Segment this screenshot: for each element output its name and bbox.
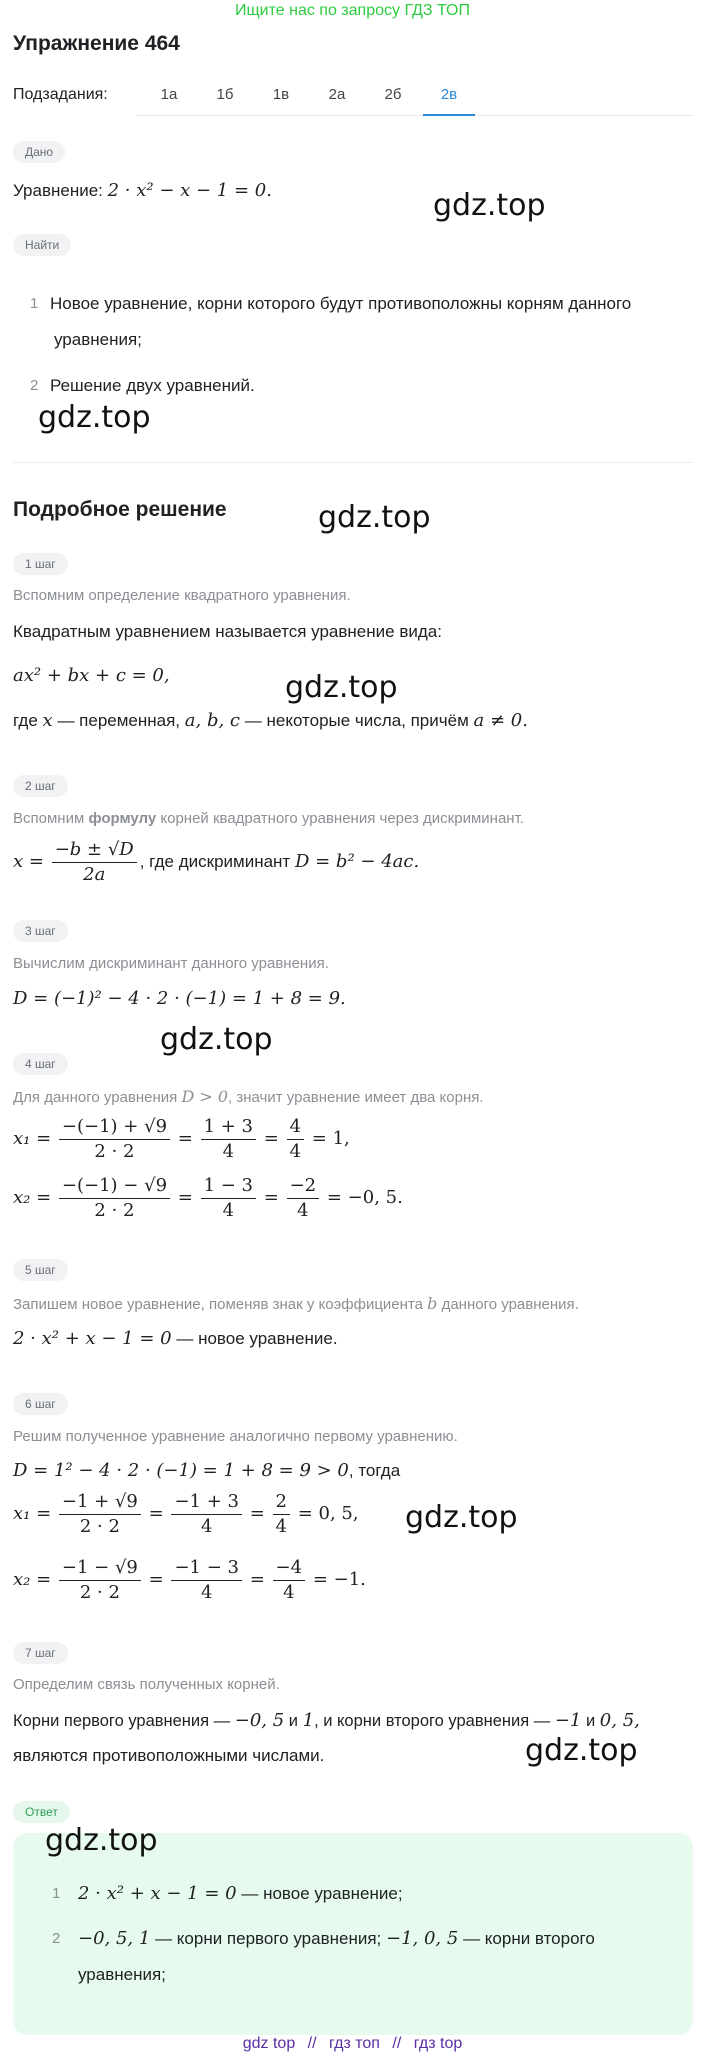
where-b: x [42, 710, 53, 731]
step-4-hint-a: Для данного уравнения [13, 1089, 178, 1106]
step-5-hint-math: b [427, 1294, 438, 1313]
frac-denominator: 4 [297, 1200, 309, 1221]
step-3-hint: Вычислим дискриминант данного уравнения. [13, 955, 329, 972]
watermark: gdz.top [160, 1022, 273, 1057]
x1-lhs: x₁ = [13, 1127, 52, 1149]
step-6-d-formula: D = 1² − 4 · 2 · (−1) = 1 + 8 = 9 > 0 [13, 1460, 349, 1481]
frac-denominator: 2 · 2 [79, 1582, 120, 1603]
step-5-hint [13, 1294, 579, 1313]
step-4-x2: x₂ = $\frac{-(-1) - √9}{2 \cdot 2}$ = $\frac{1 - 3}{4}$ = $\frac{-2}{4}$ = −0, 5. [13, 1175, 403, 1221]
footer-link-gdz-top[interactable]: gdz top [242, 2035, 296, 2052]
watermark: gdz.top [525, 1733, 638, 1768]
x2-tail: = −0, 5. [326, 1186, 403, 1208]
step-2-tail-a: , где дискриминант [139, 851, 291, 871]
text: и [288, 1712, 299, 1730]
fraction [59, 1115, 170, 1164]
step-2-hint [13, 810, 524, 827]
find-item-1-text: Новое уравнение, корни которого будут противоположны корням данного [50, 294, 632, 313]
list-number: 2 [52, 1930, 61, 1947]
math: 2 · x² + x − 1 = 0 [78, 1883, 237, 1904]
text: — новое уравнение; [241, 1884, 403, 1903]
footer-separator: // [307, 2035, 317, 2052]
frac-numerator: 1 − 3 [201, 1174, 256, 1199]
answer-chip: Ответ [13, 1801, 70, 1823]
fraction [287, 1115, 304, 1164]
watermark: gdz.top [433, 188, 546, 223]
tab-2b[interactable]: 2б [384, 86, 402, 103]
step-6-x1: x₁ = $\frac{-1 + √9}{2 \cdot 2}$ = $\frac{-1 + 3}{4}$ = $\frac{2}{4}$ = 0, 5, [13, 1491, 359, 1537]
step-7-chip: 7 шаг [13, 1642, 68, 1664]
watermark: gdz.top [45, 1823, 158, 1858]
step-2-hint-a: Вспомним [13, 810, 89, 827]
step-1-formula: ax² + bx + c = 0, [13, 665, 170, 686]
step-3-chip: 3 шаг [13, 920, 68, 942]
where-c: — переменная, [57, 711, 181, 730]
footer-link-gdz-top-ru[interactable]: гдз топ [329, 2035, 380, 2052]
solution-title: Подробное решение [13, 498, 227, 521]
tabs-underline [137, 115, 693, 116]
frac-numerator: −(−1) − √9 [59, 1174, 170, 1199]
step-2-hint-bold[interactable]: формулу [88, 810, 157, 827]
answer-item-2-text [78, 1921, 595, 1957]
answer-item-1-text [78, 1876, 403, 1912]
where-a: где [13, 711, 38, 730]
section-divider [13, 462, 693, 463]
frac-denominator: 4 [275, 1516, 287, 1537]
step-1-text: Квадратным уравнением называется уравнение вида: [13, 622, 442, 641]
given-equation: 2 · x² − x − 1 = 0. [107, 180, 272, 201]
step-2-hint-b: корней квадратного уравнения через дискриминант. [156, 810, 524, 827]
frac-denominator: 2a [83, 864, 106, 885]
page-title: Упражнение 464 [13, 32, 180, 55]
x2-tail: = −1. [312, 1568, 366, 1590]
math: −0, 5, 1 [78, 1928, 151, 1949]
frac-numerator: −1 + √9 [59, 1490, 141, 1515]
text: , и корни второго уравнения — [314, 1712, 551, 1730]
list-number: 2 [30, 377, 39, 394]
frac-numerator: −2 [287, 1174, 320, 1199]
frac-denominator: 4 [200, 1582, 213, 1603]
frac-numerator: 2 [273, 1490, 290, 1515]
list-number: 1 [30, 295, 39, 312]
text: — корни первого уравнения; [155, 1929, 382, 1948]
tab-1b[interactable]: 1б [216, 86, 234, 103]
step-2-tail-b: D = b² − 4ac. [294, 850, 420, 872]
math: −1, 0, 5 [386, 1928, 459, 1949]
fraction [59, 1174, 170, 1223]
given-label: Уравнение: [13, 181, 103, 200]
math: −1 [554, 1710, 582, 1731]
promo-banner[interactable]: Ищите нас по запросу ГДЗ ТОП [235, 2, 470, 19]
list-number: 1 [52, 1885, 61, 1902]
footer-links [0, 2035, 705, 2053]
x2-lhs: x₂ = [13, 1568, 52, 1590]
x2-lhs: x₂ = [13, 1186, 52, 1208]
find-item-2-text: Решение двух уравнений. [50, 376, 255, 395]
fraction [52, 838, 137, 887]
step-6-hint: Решим полученное уравнение аналогично первому уравнению. [13, 1428, 458, 1445]
watermark: gdz.top [285, 670, 398, 705]
where-d: a, b, c [184, 710, 241, 731]
given-line [13, 180, 272, 201]
frac-denominator: 4 [200, 1516, 213, 1537]
x-equals: x = [13, 850, 44, 872]
given-chip: Дано [13, 141, 65, 163]
x1-lhs: x₁ = [13, 1502, 52, 1524]
frac-numerator: −b ± √D [52, 838, 137, 863]
frac-denominator: 4 [283, 1582, 295, 1603]
frac-numerator: −1 − √9 [59, 1556, 141, 1581]
watermark: gdz.top [318, 500, 431, 535]
footer-link-gdz-top-mixed[interactable]: гдз top [413, 2035, 463, 2052]
step-6-x2: x₂ = $\frac{-1 - √9}{2 \cdot 2}$ = $\frac{-1 - 3}{4}$ = $\frac{-4}{4}$ = −1. [13, 1557, 366, 1603]
tab-1v[interactable]: 1в [272, 86, 290, 103]
step-4-chip: 4 шаг [13, 1053, 68, 1075]
step-4-x1: x₁ = $\frac{-(-1) + √9}{2 \cdot 2}$ = $\frac{1 + 3}{4}$ = $\frac{4}{4}$ = 1, [13, 1116, 350, 1162]
step-5-formula: 2 · x² + x − 1 = 0 [13, 1328, 172, 1349]
math: −0, 5 [234, 1710, 285, 1731]
step-2-formula [13, 838, 419, 887]
step-1-hint: Вспомним определение квадратного уравнения. [13, 587, 351, 604]
step-2-chip: 2 шаг [13, 775, 68, 797]
fraction [171, 1556, 242, 1605]
answer-item-2-text-cont: уравнения; [78, 1965, 166, 1984]
step-5-hint-b: данного уравнения. [441, 1296, 579, 1313]
footer-separator: // [392, 2035, 402, 2052]
frac-denominator: 4 [289, 1141, 302, 1162]
find-chip: Найти [13, 234, 71, 256]
step-4-hint [13, 1087, 484, 1106]
step-4-hint-b: , значит уравнение имеет два корня. [228, 1089, 484, 1106]
frac-denominator: 2 · 2 [79, 1516, 120, 1537]
fraction [59, 1556, 141, 1605]
fraction [287, 1174, 320, 1223]
step-1-chip: 1 шаг [13, 553, 68, 575]
step-5-formula-line [13, 1328, 338, 1349]
fraction [273, 1556, 306, 1605]
fraction [59, 1490, 141, 1539]
watermark: gdz.top [38, 400, 151, 435]
x1-tail: = 1, [311, 1127, 350, 1149]
frac-numerator: 1 + 3 [201, 1115, 256, 1140]
math: 0, 5, [599, 1710, 640, 1731]
math: 1 [302, 1710, 315, 1731]
frac-denominator: 2 · 2 [94, 1141, 135, 1162]
step-5-chip: 5 шаг [13, 1259, 68, 1281]
x1-tail: = 0, 5, [297, 1502, 359, 1524]
subtasks-label: Подзадания: [13, 86, 108, 103]
step-5-hint-a: Запишем новое уравнение, поменяв знак у коэффициента [13, 1296, 423, 1313]
find-item-1-text-cont: уравнения; [54, 330, 142, 349]
fraction [201, 1174, 256, 1223]
step-3-formula: D = (−1)² − 4 · 2 · (−1) = 1 + 8 = 9. [13, 988, 346, 1009]
subtasks-bar [13, 82, 693, 116]
frac-denominator: 2 · 2 [94, 1200, 135, 1221]
text: — корни второго [463, 1929, 595, 1948]
frac-denominator: 4 [222, 1200, 235, 1221]
frac-numerator: −(−1) + √9 [59, 1115, 170, 1140]
where-f: a ≠ 0. [473, 710, 528, 731]
frac-numerator: 4 [287, 1115, 304, 1140]
step-6-d-line [13, 1460, 400, 1481]
fraction [201, 1115, 256, 1164]
step-5-tail: — новое уравнение. [176, 1329, 338, 1348]
step-6-chip: 6 шаг [13, 1393, 68, 1415]
text: Корни первого уравнения — [13, 1712, 231, 1730]
watermark: gdz.top [405, 1500, 518, 1535]
step-6-d-tail: , тогда [348, 1461, 401, 1480]
step-7-line-2: являются противоположными числами. [13, 1746, 325, 1765]
tab-2v[interactable]: 2в [423, 86, 475, 103]
tab-1a[interactable]: 1а [160, 86, 178, 103]
step-7-hint: Определим связь полученных корней. [13, 1676, 280, 1693]
text: и [585, 1712, 596, 1730]
step-4-hint-math: D > 0 [181, 1087, 229, 1106]
frac-denominator: 4 [222, 1141, 235, 1162]
frac-numerator: −4 [273, 1556, 306, 1581]
frac-numerator: −1 − 3 [171, 1556, 242, 1581]
fraction [273, 1490, 290, 1539]
frac-numerator: −1 + 3 [171, 1490, 242, 1515]
step-7-line-1 [13, 1710, 640, 1731]
step-1-where [13, 710, 528, 731]
tab-2a[interactable]: 2а [328, 86, 346, 103]
fraction [171, 1490, 242, 1539]
where-e: — некоторые числа, причём [244, 711, 469, 730]
